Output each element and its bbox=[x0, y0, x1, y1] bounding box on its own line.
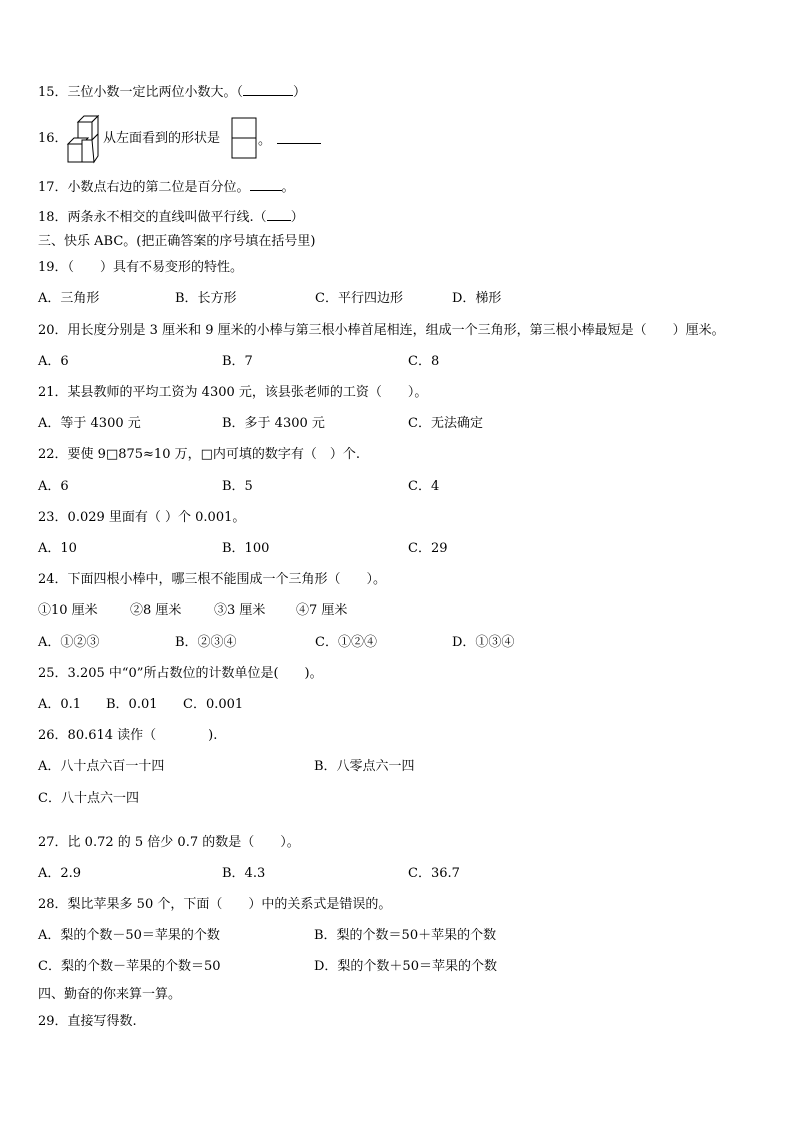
question-18-text: 18．两条永不相交的直线叫做平行线.（ bbox=[38, 210, 267, 225]
answer-blank-17[interactable] bbox=[250, 178, 282, 191]
option-26-b[interactable]: B．八零点六一四 bbox=[314, 759, 415, 774]
option-21-b[interactable]: B．多于 4300 元 bbox=[222, 416, 325, 431]
question-16-text: 从左面看到的形状是 bbox=[103, 131, 221, 146]
answer-blank-18[interactable] bbox=[267, 208, 291, 221]
option-26-a[interactable]: A．八十点六百一十四 bbox=[38, 759, 165, 774]
option-23-a[interactable]: A．10 bbox=[38, 541, 77, 556]
question-20: 20．用长度分别是 3 厘米和 9 厘米的小棒与第三根小棒首尾相连，组成一个三角形，第三根小棒最短是（ ）厘米。 bbox=[38, 323, 725, 338]
option-20-c[interactable]: C．8 bbox=[408, 354, 440, 369]
stick-2: ②8 厘米 bbox=[130, 603, 182, 618]
option-24-c[interactable]: C．①②④ bbox=[315, 635, 377, 650]
option-22-b[interactable]: B．5 bbox=[222, 479, 253, 494]
option-24-d[interactable]: D．①③④ bbox=[452, 635, 515, 650]
question-16-number: 16． bbox=[38, 131, 68, 146]
option-28-d[interactable]: D．梨的个数＋50＝苹果的个数 bbox=[314, 959, 497, 974]
option-19-a[interactable]: A．三角形 bbox=[38, 291, 100, 306]
option-24-a[interactable]: A．①②③ bbox=[38, 635, 100, 650]
question-25: 25．3.205 中“0”所占数位的计数单位是( )。 bbox=[38, 666, 323, 681]
option-21-a[interactable]: A．等于 4300 元 bbox=[38, 416, 141, 431]
option-22-c[interactable]: C．4 bbox=[408, 479, 440, 494]
option-20-b[interactable]: B．7 bbox=[222, 354, 253, 369]
option-28-a[interactable]: A．梨的个数－50＝苹果的个数 bbox=[38, 928, 220, 943]
option-25-a[interactable]: A．0.1 bbox=[38, 697, 82, 712]
question-18-close: ） bbox=[290, 210, 304, 225]
option-27-c[interactable]: C．36.7 bbox=[408, 866, 460, 881]
answer-blank-16[interactable] bbox=[277, 131, 321, 144]
option-23-b[interactable]: B．100 bbox=[222, 541, 270, 556]
two-square-side-view-icon bbox=[231, 117, 257, 159]
question-29: 29．直接写得数. bbox=[38, 1014, 137, 1029]
question-28: 28．梨比苹果多 50 个，下面（ ）中的关系式是错误的。 bbox=[38, 897, 392, 912]
question-15 bbox=[38, 83, 306, 101]
question-15-text: 15．三位小数一定比两位小数大。（ bbox=[38, 85, 244, 100]
option-19-b[interactable]: B．长方形 bbox=[175, 291, 237, 306]
option-28-b[interactable]: B．梨的个数＝50＋苹果的个数 bbox=[314, 928, 497, 943]
question-26: 26．80.614 读作（ ). bbox=[38, 728, 218, 743]
option-28-c[interactable]: C．梨的个数－苹果的个数＝50 bbox=[38, 959, 221, 974]
option-27-b[interactable]: B．4.3 bbox=[222, 866, 266, 881]
question-27: 27．比 0.72 的 5 倍少 0.7 的数是（ ）。 bbox=[38, 835, 300, 850]
question-16-mark: 。 bbox=[258, 133, 272, 148]
stick-1: ①10 厘米 bbox=[38, 603, 98, 618]
option-20-a[interactable]: A．6 bbox=[38, 354, 69, 369]
stick-3: ③3 厘米 bbox=[214, 603, 266, 618]
option-23-c[interactable]: C．29 bbox=[408, 541, 448, 556]
question-18 bbox=[38, 208, 304, 226]
option-19-c[interactable]: C．平行四边形 bbox=[315, 291, 403, 306]
option-26-c[interactable]: C．八十点六一四 bbox=[38, 791, 139, 806]
question-19: 19．（ ）具有不易变形的特性。 bbox=[38, 260, 244, 275]
question-22: 22．要使 9□875≈10 万，□内可填的数字有（ ）个. bbox=[38, 447, 361, 462]
option-27-a[interactable]: A．2.9 bbox=[38, 866, 82, 881]
question-16-tail bbox=[258, 131, 321, 149]
question-17-text: 17．小数点右边的第二位是百分位。 bbox=[38, 180, 250, 195]
cube-stack-icon bbox=[66, 112, 100, 164]
question-17-mark: 。 bbox=[281, 180, 295, 195]
stick-4: ④7 厘米 bbox=[296, 603, 348, 618]
question-23: 23．0.029 里面有（ ）个 0.001。 bbox=[38, 510, 246, 525]
option-24-b[interactable]: B．②③④ bbox=[175, 635, 237, 650]
section-4-heading: 四、勤奋的你来算一算。 bbox=[38, 987, 182, 1002]
option-25-b[interactable]: B．0.01 bbox=[106, 697, 158, 712]
question-17 bbox=[38, 178, 295, 196]
question-24: 24．下面四根小棒中，哪三根不能围成一个三角形（ ）。 bbox=[38, 572, 387, 587]
section-3-heading: 三、快乐 ABC。(把正确答案的序号填在括号里) bbox=[38, 234, 316, 249]
option-21-c[interactable]: C．无法确定 bbox=[408, 416, 483, 431]
question-21: 21．某县教师的平均工资为 4300 元，该县张老师的工资（ ）。 bbox=[38, 385, 428, 400]
question-15-close: ） bbox=[293, 85, 307, 100]
option-19-d[interactable]: D．梯形 bbox=[452, 291, 502, 306]
option-25-c[interactable]: C．0.001 bbox=[183, 697, 244, 712]
option-22-a[interactable]: A．6 bbox=[38, 479, 69, 494]
answer-blank-15[interactable] bbox=[243, 83, 293, 96]
